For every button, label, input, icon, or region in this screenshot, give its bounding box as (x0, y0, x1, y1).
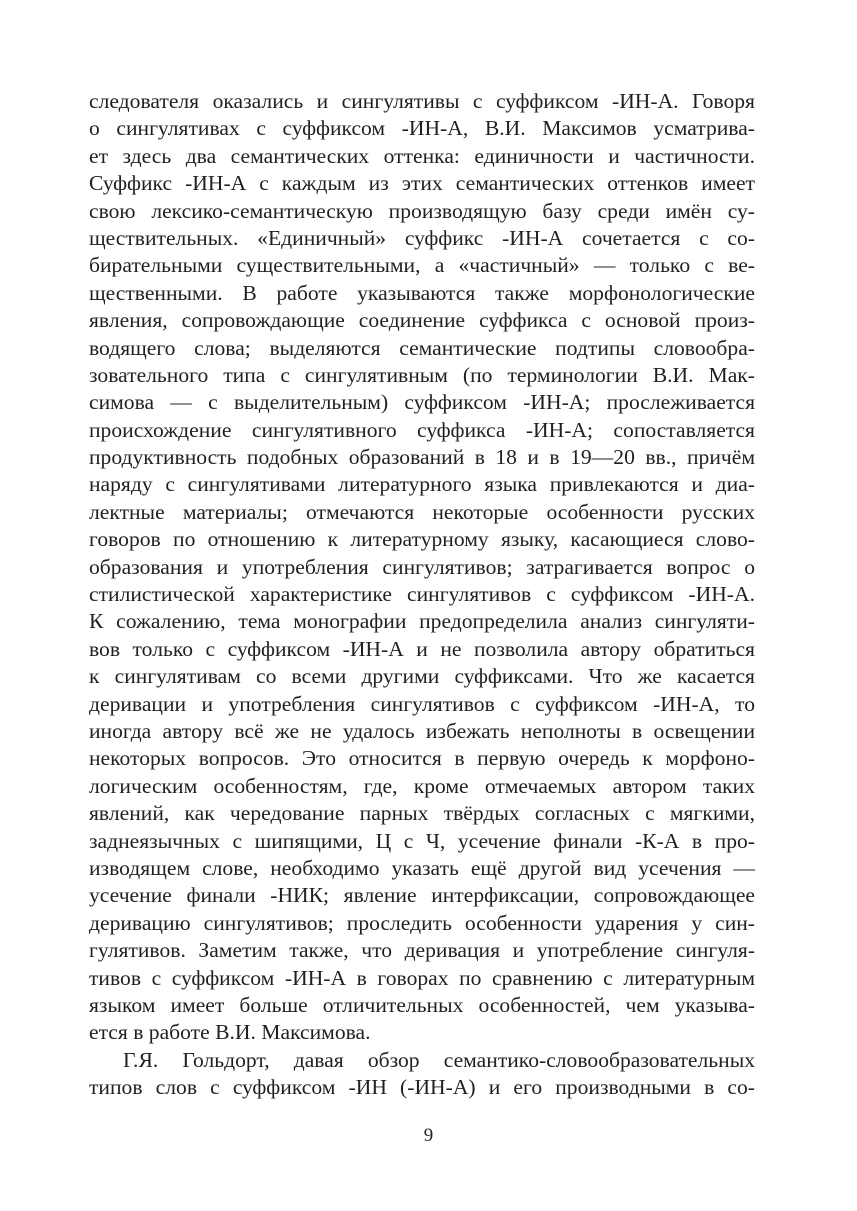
text-line: заднеязычных с шипящими, Ц с Ч, усечение финали -К-А в про- (89, 828, 755, 853)
text-line: языком имеет больше отличительных особенностей, чем указыва- (89, 992, 755, 1017)
text-line: к сингулятивам со всеми другими суффиксами. Что же касается (89, 664, 755, 689)
text-line: Суффикс -ИН-А с каждым из этих семантических оттенков имеет (89, 171, 755, 196)
text-line: симова — с выделительным) суффиксом -ИН-А; прослеживается (89, 390, 755, 415)
text-line: ет здесь два семантических оттенка: единичности и частичности. (89, 143, 755, 168)
text-line: иногда автору всё же не удалось избежать неполноты в освещении (89, 718, 755, 743)
text-line: свою лексико-семантическую производящую базу среди имён су- (89, 198, 755, 223)
text-line: стилистической характеристике сингулятивов с суффиксом -ИН-А. (89, 582, 755, 607)
text-line: явлений, как чередование парных твёрдых согласных с мягкими, (89, 801, 755, 826)
text-line: Г.Я. Гольдорт, давая обзор семантико-словообразовательных (123, 1047, 755, 1072)
body-text (89, 88, 755, 1101)
text-line: К сожалению, тема монографии предопределила анализ сингуляти- (89, 609, 755, 634)
text-line: бирательными существительными, а «частичный» — только с ве- (89, 253, 755, 278)
text-line: зовательного типа с сингулятивным (по терминологии В.И. Мак- (89, 362, 755, 387)
text-line: щественными. В работе указываются также морфонологические (89, 280, 755, 305)
text-line: логическим особенностям, где, кроме отмечаемых автором таких (89, 773, 755, 798)
text-line: типов слов с суффиксом -ИН (-ИН-А) и его производными в со- (89, 1075, 755, 1100)
text-line: говоров по отношению к литературному языку, касающиеся слово- (89, 527, 755, 552)
text-line: образования и употребления сингулятивов; затрагивается вопрос о (89, 554, 755, 579)
text-line: тивов с суффиксом -ИН-А в говорах по сравнению с литературным (89, 965, 755, 990)
text-line: некоторых вопросов. Это относится в первую очередь к морфоно- (89, 746, 755, 771)
page-number: 9 (423, 1125, 434, 1146)
text-line: водящего слова; выделяются семантические подтипы словообра- (89, 335, 755, 360)
text-line: ется в работе В.И. Максимова. (89, 1020, 371, 1045)
text-line: усечение финали -НИК; явление интерфиксации, сопровождающее (89, 883, 755, 908)
text-line: следователя оказались и сингулятивы с суффиксом -ИН-А. Говоря (89, 89, 755, 113)
text-line: лектные материалы; отмечаются некоторые особенности русских (89, 499, 755, 524)
text-line: гулятивов. Заметим также, что деривация и употребление сингуля- (89, 938, 755, 963)
text-line: наряду с сингулятивами литературного языка привлекаются и диа- (89, 472, 755, 497)
text-line: деривацию сингулятивов; проследить особенности ударения у син- (89, 910, 755, 935)
paragraph-1 (89, 88, 755, 1047)
text-line: о сингулятивах с суффиксом -ИН-А, В.И. Максимов усматрива- (89, 116, 755, 141)
text-line: ществительных. «Единичный» суффикс -ИН-А сочетается с со- (89, 225, 755, 250)
text-line: продуктивность подобных образований в 18 и в 19—20 вв., причём (89, 445, 755, 470)
text-line: деривации и употребления сингулятивов с суффиксом -ИН-А, то (89, 691, 755, 716)
text-line: вов только с суффиксом -ИН-А и не позволила автору обратиться (89, 636, 755, 661)
paragraph-2 (89, 1047, 755, 1102)
text-line: изводящем слове, необходимо указать ещё другой вид усечения — (89, 855, 755, 880)
text-line: явления, сопровождающие соединение суффикса с основой произ- (89, 308, 755, 333)
text-line: происхождение сингулятивного суффикса -ИН-А; сопоставляется (89, 417, 755, 442)
